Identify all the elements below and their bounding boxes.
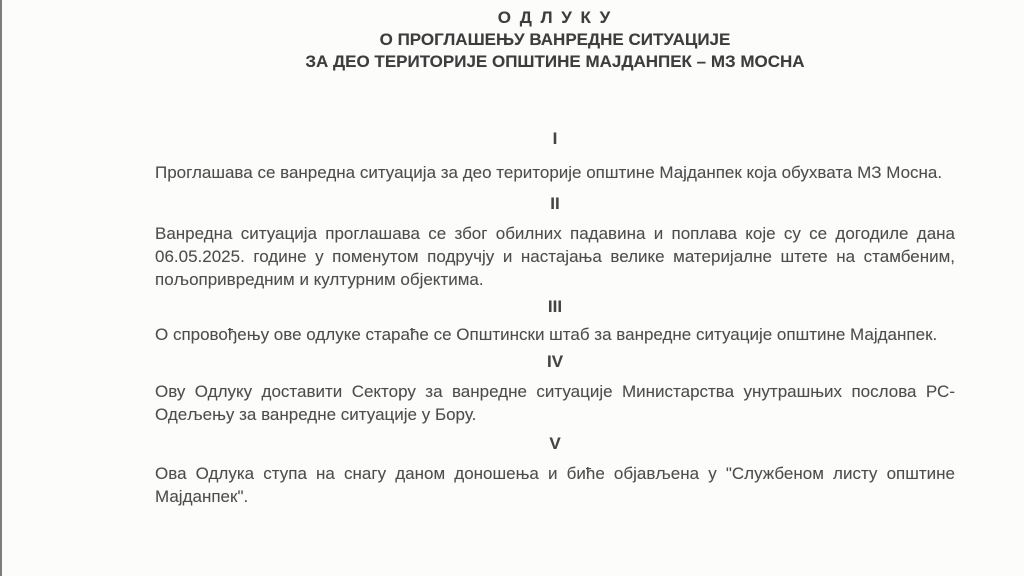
section-paragraph-2: Ванредна ситуација проглашава се због обилних падавина и поплава које су се догодиле дана 06.05.2025. године у поменутом подручју и настајања велике материјалне штете на стамбеним, пољопривредним и културним објектима.: [155, 224, 955, 289]
scan-edge-line: [0, 0, 2, 576]
section-numeral-2: II: [550, 194, 560, 213]
section-paragraph-3: О спровођењу ове одлуке стараће се Општински штаб за ванредне ситуације општине Мајданпек.: [155, 325, 938, 344]
section-numeral-4: IV: [546, 352, 564, 371]
document-content: [155, 0, 955, 508]
section-numeral-5: V: [549, 434, 561, 453]
document-title-line-1: О Д Л У К У: [497, 8, 613, 27]
document-title-line-3: ЗА ДЕО ТЕРИТОРИЈЕ ОПШТИНЕ МАЈДАНПЕК – МЗ МОСНА: [305, 52, 805, 71]
section-paragraph-4: Ову Одлуку доставити Сектору за ванредне ситуације Министарства унутрашњих послова РС- Одељењу за ванредне ситуације у Бору.: [155, 382, 955, 424]
section-numeral-3: III: [547, 297, 563, 316]
section-paragraph-5: Ова Одлука ступа на снагу даном доношења и биће објављена у "Службеном листу општине Мајданпек".: [155, 464, 955, 506]
section-numeral-1: I: [552, 129, 558, 148]
document-title: [155, 0, 955, 73]
section-paragraph-1: Проглашава се ванредна ситуација за део територије општине Мајданпек која обухвата МЗ Мосна.: [155, 163, 943, 182]
document-title-line-2: О ПРОГЛАШЕЊУ ВАНРЕДНЕ СИТУАЦИЈЕ: [379, 30, 731, 49]
